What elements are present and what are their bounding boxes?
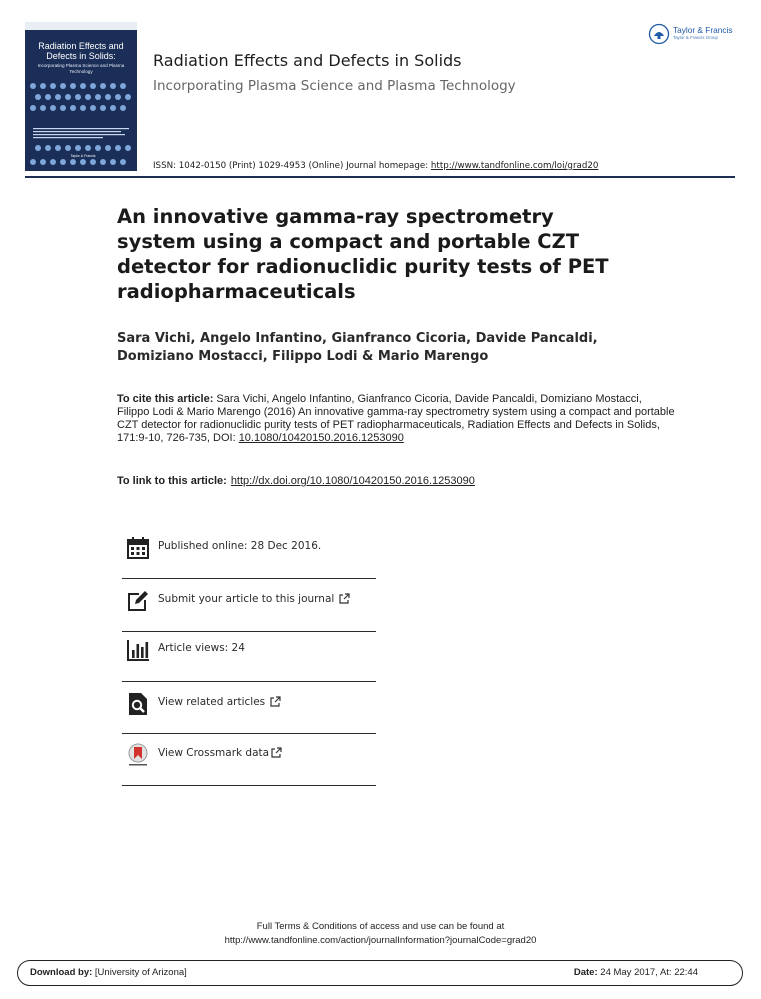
submit-article-row[interactable]	[122, 589, 376, 613]
submit-article-text: Submit your article to this journal	[158, 593, 335, 605]
article-authors: Sara Vichi, Angelo Infantino, Gianfranco Cicoria, Davide Pancaldi, Domiziano Mostacci, Filippo Lodi & Mario Marengo	[117, 331, 598, 364]
terms-line-2[interactable]: http://www.tandfonline.com/action/journalInformation?journalCode=grad20	[224, 935, 537, 946]
article-views-text: Article views: 24	[158, 642, 245, 654]
journal-homepage-link[interactable]: http://www.tandfonline.com/loi/grad20	[430, 161, 599, 171]
publisher-name: Taylor & Francis	[673, 25, 733, 35]
journal-cover	[25, 22, 137, 171]
taylor-francis-logo-icon	[648, 23, 670, 45]
download-value: [University of Arizona]	[92, 967, 187, 978]
citation-text: Sara Vichi, Angelo Infantino, Gianfranco Cicoria, Davide Pancaldi, Domiziano Mostacci, Filippo Lodi & Mario Marengo (2016) An innovative gamma-ray spectrometry system using a compact and portable CZT detector for radionuclidic purity tests of PET radiopharmaceuticals, Radiation Effects and Defects in Solids, 171:9-10, 726-735, DOI:	[117, 393, 675, 444]
meta-divider	[122, 578, 376, 579]
calendar-icon	[126, 536, 150, 560]
meta-divider	[122, 681, 376, 682]
citation-doi-link[interactable]: 10.1080/10420150.2016.1253090	[238, 432, 404, 444]
published-online-text: Published online: 28 Dec 2016.	[158, 540, 322, 552]
article-doi-link[interactable]: http://dx.doi.org/10.1080/10420150.2016.1253090	[230, 475, 475, 487]
published-online-row	[122, 536, 376, 560]
submit-article-label	[158, 593, 350, 605]
related-articles-label	[158, 696, 281, 708]
crossmark-label	[158, 747, 282, 759]
date-value: 24 May 2017, At: 22:44	[597, 967, 698, 978]
issn-text: ISSN: 1042-0150 (Print) 1029-4953 (Online) Journal homepage:	[153, 161, 431, 171]
bar-chart-icon	[126, 638, 150, 662]
crossmark-icon	[126, 743, 150, 767]
download-by	[30, 967, 187, 978]
article-views-row	[122, 638, 376, 662]
download-info-box	[17, 960, 743, 986]
cover-subtitle: Incorporating Plasma Science and Plasma Technology	[37, 63, 125, 74]
cover-publisher-mark: Taylor & Francis	[70, 154, 96, 158]
publisher-group: Taylor & Francis Group	[673, 35, 718, 40]
date-label: Date:	[573, 967, 598, 978]
meta-divider	[122, 733, 376, 734]
meta-divider	[122, 785, 376, 786]
cover-dot-pattern	[25, 22, 137, 171]
meta-divider	[122, 631, 376, 632]
external-link-icon	[270, 696, 281, 707]
header-divider	[25, 176, 735, 178]
download-label: Download by:	[30, 967, 93, 978]
edit-icon	[126, 589, 150, 613]
external-link-icon	[271, 747, 282, 758]
download-date	[574, 967, 698, 978]
citation-label: To cite this article:	[117, 393, 214, 405]
related-articles-row[interactable]	[122, 692, 376, 716]
terms-line-1: Full Terms & Conditions of access and use can be found at	[256, 921, 505, 932]
document-search-icon	[126, 692, 150, 716]
cover-title: Radiation Effects and Defects in Solids:	[38, 41, 124, 61]
publisher-logo[interactable]	[648, 23, 743, 45]
citation-block	[117, 393, 677, 445]
article-title: An innovative gamma-ray spectrometry system using a compact and portable CZT detector for radionuclidic purity tests of PET radiopharmaceuticals	[117, 205, 609, 303]
journal-subtitle: Incorporating Plasma Science and Plasma Technology	[153, 78, 516, 94]
related-articles-text: View related articles	[158, 696, 266, 708]
journal-title: Radiation Effects and Defects in Solids	[153, 51, 462, 70]
crossmark-row[interactable]	[122, 743, 376, 767]
crossmark-text: View Crossmark data	[158, 747, 270, 759]
link-label: To link to this article:	[117, 475, 227, 487]
article-link-line	[117, 475, 475, 487]
issn-line	[153, 161, 598, 171]
external-link-icon	[339, 593, 350, 604]
